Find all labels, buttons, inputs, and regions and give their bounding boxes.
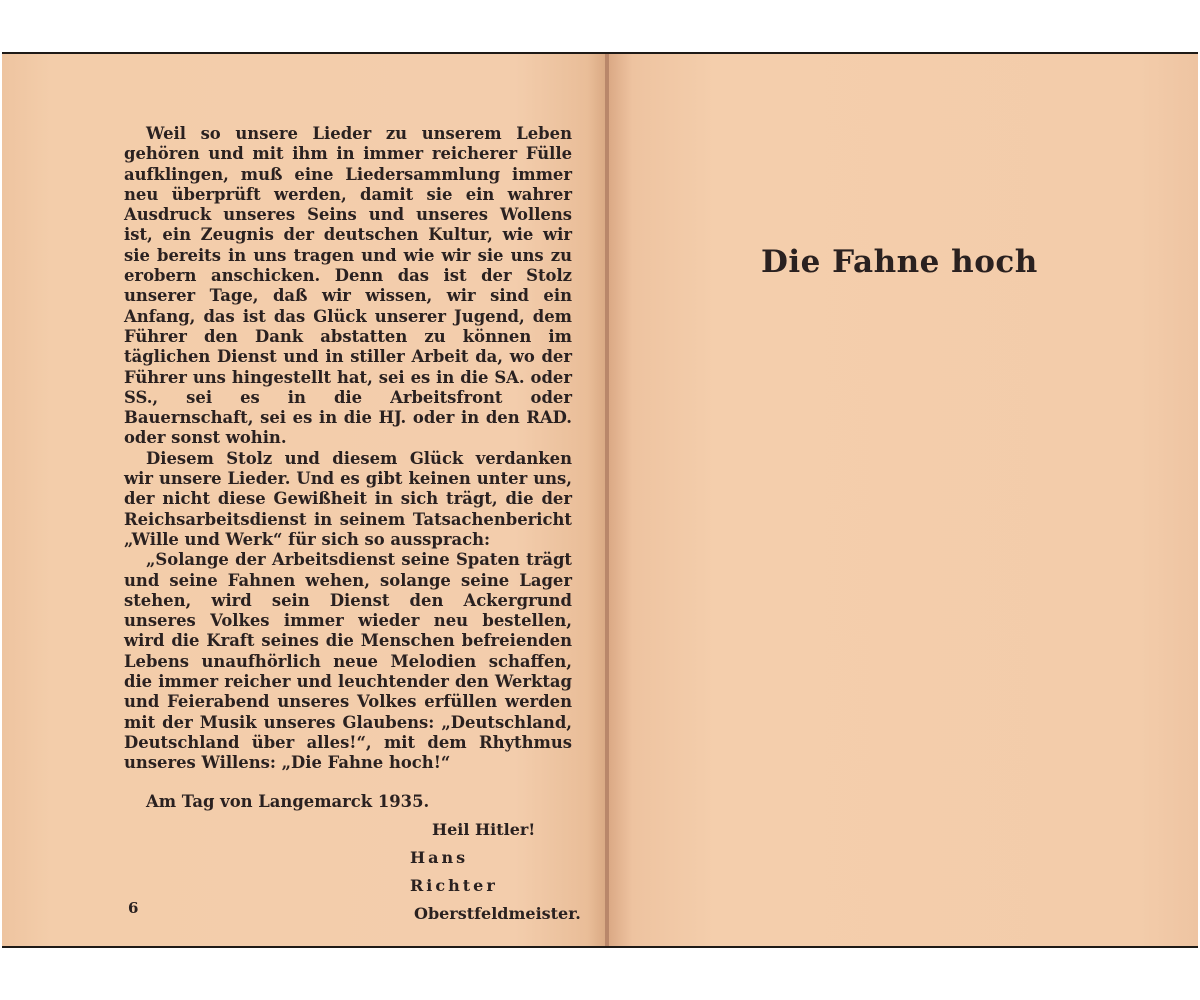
signature-greeting: Heil Hitler! [432, 820, 536, 839]
date-line: Am Tag von Langemarck 1935. [146, 791, 430, 811]
open-book [2, 52, 1198, 948]
page-number: 6 [128, 899, 139, 917]
left-page [2, 54, 606, 946]
section-title: Die Fahne hoch [761, 244, 1038, 280]
right-page [609, 54, 1198, 946]
paragraph-2: Diesem Stolz und diesem Glück verdanken wir unsere Lieder. Und es gibt keinen unter uns, der nicht diese Gewißheit in sich trägt, die der Reichsarbeitsdienst in seinem Tatsachenbericht „Wille und Werk“ für sich so aussprach: [124, 448, 572, 549]
paragraph-3-quote: „Solange der Arbeitsdienst seine Spaten trägt und seine Fahnen wehen, solange seine Lager stehen, wird sein Dienst den Ackergrund unseres Volkes immer wieder neu bestellen, wird die Kraft seines die Menschen befreienden Lebens unaufhörlich neue Melodien schaffen, die immer reicher und leuchtender den Werktag und Feierabend unseres Volkes erfüllen werden mit der Musik unseres Glaubens: „Deutschland, Deutschland über alles!“, mit dem Rhythmus unseres Willens: „Die Fahne hoch!“ [124, 550, 572, 773]
signature-name: Hans Richter [410, 848, 498, 895]
signature-block [352, 816, 581, 928]
signature-title: Oberstfeldmeister. [414, 904, 581, 923]
body-text [124, 124, 572, 812]
paragraph-1: Weil so unsere Lieder zu unserem Leben gehören und mit ihm in immer reicherer Fülle aufklingen, muß eine Liedersammlung immer neu überprüft werden, damit sie ein wahrer Ausdruck unseres Seins und unseres Wollens ist, ein Zeugnis der deutschen Kultur, wie wir sie bereits in uns tragen und wie wir sie uns zu erobern anschicken. Denn das ist der Stolz unserer Tage, daß wir wissen, wir sind ein Anfang, das ist das Glück unserer Jugend, dem Führer den Dank abstatten zu können im täglichen Dienst und in stiller Arbeit da, wo der Führer uns hingestellt hat, sei es in die SA. oder SS., sei es in die Arbeitsfront oder Bauernschaft, sei es in die HJ. oder in den RAD. oder sonst wohin. [124, 124, 572, 448]
